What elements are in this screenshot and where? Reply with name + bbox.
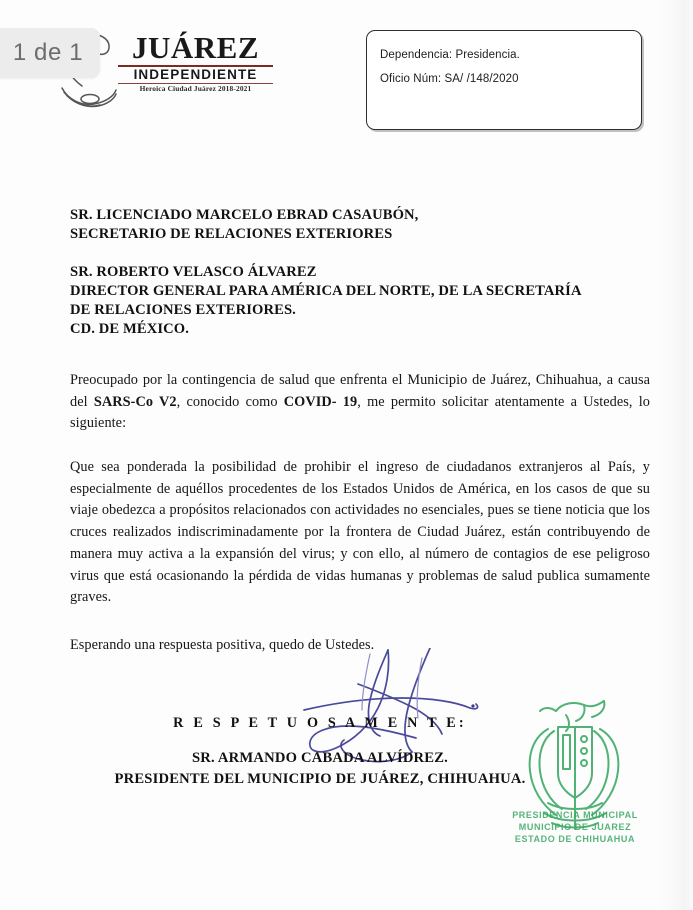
- addressee-line: SR. LICENCIADO MARCELO EBRAD CASAUBÓN,: [70, 207, 419, 223]
- spacer: [70, 244, 650, 263]
- paragraph-request: Que sea ponderada la posibilidad de prohibir el ingreso de ciudadanos extranjeros al País, y especialmente de aquéllos procedentes de los Estados Unidos de América, en los casos de que su viaje obedezca a propósitos relacionados con actividades no esenciales, pues se tiene noticia que los cruces realizados indiscriminadamente por la frontera de Ciudad Juárez, están contribuyendo de manera muy activa a la expansión del virus; y con ello, al número de contagios de ese peligroso virus que está ocasionando la pérdida de vidas humanas y problemas de salud publica sumamente graves.: [70, 458, 650, 606]
- para1-bold-covid: COVID- 19: [283, 393, 358, 410]
- addressee-line: DIRECTOR GENERAL PARA AMÉRICA DEL NORTE, DE LA SECRETARÍA: [70, 282, 582, 299]
- seal-line-3: ESTADO DE CHIHUAHUA: [514, 833, 636, 844]
- seal-line-1: PRESIDENCIA MUNICIPAL: [512, 810, 638, 820]
- signer-name: SR. ARMANDO CABADA ALVÍDREZ.: [191, 750, 449, 766]
- page-counter-label: 1 de 1: [12, 39, 84, 66]
- addressee-block-1: [70, 206, 650, 244]
- paragraph-intro: [70, 370, 650, 435]
- letter-body: [70, 206, 650, 671]
- seal-line-2: MUNICIPIO DE JUAREZ: [518, 821, 632, 832]
- addressee-line: DE RELACIONES EXTERIORES.: [70, 301, 296, 318]
- wordmark-independiente: INDEPENDIENTE: [133, 67, 258, 82]
- wordmark-juarez: JUÁREZ: [131, 30, 259, 65]
- dependencia-line: Dependencia: Presidencia.: [380, 49, 520, 61]
- para1-bold-sars: SARS-Co V2: [93, 393, 177, 410]
- para1-seg3: , me permito solicitar atentamente a Ustedes, lo siguiente:: [70, 393, 651, 432]
- addressee-line: CD. DE MÉXICO.: [70, 320, 189, 337]
- oficio-line: Oficio Núm: SA/ /148/2020: [380, 72, 519, 85]
- addressee-block-2: [70, 263, 650, 339]
- para1-seg2: , conocido como: [176, 393, 284, 410]
- letterhead-header: [0, 0, 693, 150]
- addressee-line: SR. ROBERTO VELASCO ÁLVAREZ: [70, 263, 317, 280]
- paragraph-closing: Esperando una respuesta positiva, quedo de Ustedes.: [70, 637, 375, 653]
- addressee-line: SECRETARIO DE RELACIONES EXTERIORES: [70, 225, 393, 242]
- reference-box: [366, 30, 642, 130]
- seal-text: [495, 810, 655, 846]
- wordmark-tagline: Heroica Ciudad Juárez 2018-2021: [139, 84, 252, 94]
- signer-title: PRESIDENTE DEL MUNICIPIO DE JUÁREZ, CHIHUAHUA.: [114, 771, 526, 787]
- page-counter-badge: [0, 28, 100, 78]
- wordmark: [118, 32, 273, 93]
- para1-seg1: Preocupado por la contingencia de salud que enfrenta el Municipio de Juárez, Chihuahua, a causa del: [70, 371, 650, 410]
- closing-salutation: R E S P E T U O S A M E N T E:: [173, 715, 467, 731]
